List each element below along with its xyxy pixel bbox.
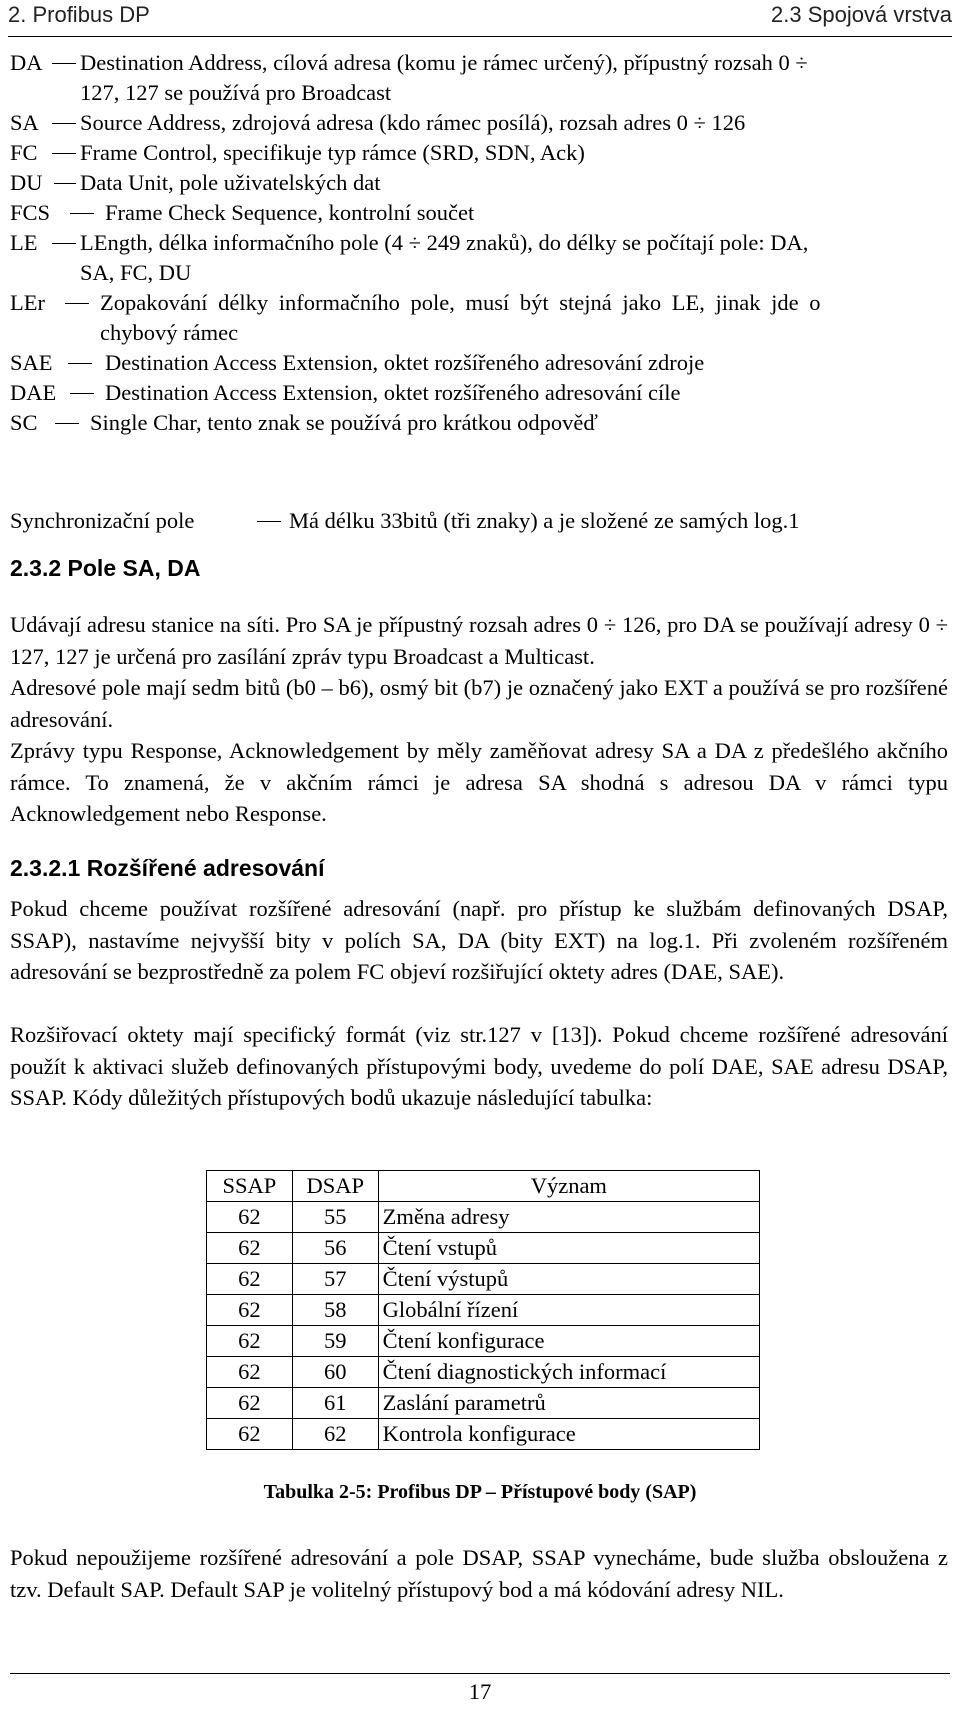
definition-abbr: SC (10, 410, 38, 435)
paragraph: Adresové pole mají sedm bitů (b0 – b6), osmý bit (b7) je označený jako EXT a používá se pro rozšířené adresování. (10, 675, 948, 732)
table-row (207, 1326, 760, 1357)
table-cell: Globální řízení (378, 1295, 759, 1326)
definition-dash (55, 423, 79, 424)
table-cell: 62 (207, 1202, 293, 1233)
table-cell: 62 (207, 1326, 293, 1357)
sap-table (206, 1170, 760, 1450)
definition-dash (52, 123, 76, 124)
definition-text: Frame Control, specifikuje typ rámce (SRD, SDN, Ack) (80, 140, 585, 165)
table-cell: Kontrola konfigurace (378, 1419, 759, 1450)
section-heading-sa-da: 2.3.2 Pole SA, DA (10, 555, 201, 581)
table-row (207, 1357, 760, 1388)
definition-dash (52, 243, 76, 244)
page-header (8, 0, 952, 37)
definition-abbr: SA (10, 110, 39, 135)
sync-label: Synchronizační pole (10, 508, 195, 533)
table-cell: Změna adresy (378, 1202, 759, 1233)
definition-text: Frame Check Sequence, kontrolní součet (105, 200, 475, 225)
chapter-title: 2. Profibus DP (8, 2, 150, 27)
definition-dash (52, 63, 76, 64)
table-cell: Čtení výstupů (378, 1264, 759, 1295)
definition-text: chybový rámec (100, 320, 239, 345)
table-cell: 61 (292, 1388, 378, 1419)
table-cell: 62 (207, 1388, 293, 1419)
table-cell: 56 (292, 1233, 378, 1264)
page-number: 17 (10, 1673, 950, 1714)
table-row (207, 1419, 760, 1450)
table-cell: 60 (292, 1357, 378, 1388)
definition-abbr: DA (10, 50, 43, 75)
table-cell: Čtení diagnostických informací (378, 1357, 759, 1388)
definition-text: Destination Address, cílová adresa (komu je rámec určený), přípustný rozsah 0 ÷ (80, 50, 808, 75)
paragraph: Zprávy typu Response, Acknowledgement by měly zaměňovat adresy SA a DA z předešlého akčního rámce. To znamená, že v akčním rámci je adresa SA shodná s adresou DA v rámci typu Acknowledgement nebo Response. (10, 738, 948, 826)
column-header: SSAP (207, 1171, 293, 1202)
table-cell: 62 (207, 1295, 293, 1326)
section-heading-extended-addressing: 2.3.2.1 Rozšířené adresování (10, 855, 325, 881)
table-cell: Čtení konfigurace (378, 1326, 759, 1357)
definition-abbr: LEr (10, 290, 45, 315)
definition-abbr: FC (10, 140, 38, 165)
definition-dash (70, 393, 94, 394)
definition-text: SA, FC, DU (80, 260, 192, 285)
table-row (207, 1233, 760, 1264)
table-cell: 62 (207, 1419, 293, 1450)
definition-item (10, 228, 950, 288)
definition-dash (68, 363, 92, 364)
definition-abbr: SAE (10, 350, 53, 375)
definition-text: LEngth, délka informačního pole (4 ÷ 249 znaků), do délky se počítají pole: DA, (80, 230, 809, 255)
sync-field-definition (10, 506, 950, 536)
definition-dash (257, 521, 281, 522)
table-cell: Zaslání parametrů (378, 1388, 759, 1419)
definition-dash (54, 183, 76, 184)
definition-item (10, 408, 950, 438)
definition-text: Single Char, tento znak se používá pro krátkou odpověď (90, 410, 598, 435)
section-title: 2.3 Spojová vrstva (771, 2, 952, 27)
paragraph: Pokud chceme používat rozšířené adresování (např. pro přístup ke službám definovaných DSAP, SSAP), nastavíme nejvyšší bity v polích SA, DA (bity EXT) na log.1. Při zvoleném rozšířeném adresování se bezprostředně za polem FC objeví rozšiřující oktety adres (DAE, SAE). (10, 896, 948, 984)
paragraph: Udávají adresu stanice na síti. Pro SA je přípustný rozsah adres 0 ÷ 126, pro DA se používají adresy 0 ÷ 127, 127 je určená pro zasílání zpráv typu Broadcast a Multicast. (10, 612, 948, 669)
paragraph: Rozšiřovací oktety mají specifický formát (viz str.127 v [13]). Pokud chceme rozšířené adresování použít k aktivaci služeb definovaných přístupovými body, uvedeme do polí DAE, SAE adresu DSAP, SSAP. Kódy důležitých přístupových bodů ukazuje následující tabulka: (10, 1022, 948, 1110)
table-cell: 62 (207, 1357, 293, 1388)
definition-text: Zopakování délky informačního pole, musí být stejná jako LE, jinak jde o (100, 290, 821, 315)
definition-dash (65, 303, 89, 304)
definition-item (10, 198, 950, 228)
definition-item (10, 48, 950, 108)
definition-item (10, 138, 950, 168)
definition-item (10, 348, 950, 378)
definition-dash (70, 213, 94, 214)
paragraph: Pokud nepoužijeme rozšířené adresování a pole DSAP, SSAP vynecháme, bude služba obsloužena z tzv. Default SAP. Default SAP je volitelný přístupový bod a má kódování adresy NIL. (10, 1545, 948, 1602)
column-header: DSAP (292, 1171, 378, 1202)
table-cell: 62 (207, 1264, 293, 1295)
definition-text: Source Address, zdrojová adresa (kdo rámec posílá), rozsah adres 0 ÷ 126 (80, 110, 746, 135)
definition-text: Destination Access Extension, oktet rozšířeného adresování cíle (105, 380, 681, 405)
definition-abbr: DAE (10, 380, 57, 405)
definition-item (10, 288, 950, 348)
table-cell: 62 (292, 1419, 378, 1450)
definition-item (10, 108, 950, 138)
definition-text: 127, 127 se používá pro Broadcast (80, 80, 392, 105)
table-row (207, 1264, 760, 1295)
table-cell: 55 (292, 1202, 378, 1233)
definition-dash (52, 153, 76, 154)
definition-text: Data Unit, pole uživatelských dat (80, 170, 381, 195)
table-cell: 62 (207, 1233, 293, 1264)
table-cell: 58 (292, 1295, 378, 1326)
definition-abbr: FCS (10, 200, 51, 225)
table-row (207, 1388, 760, 1419)
sync-text: Má délku 33bitů (tři znaky) a je složené ze samých log.1 (289, 508, 800, 533)
definition-abbr: LE (10, 230, 38, 255)
frame-field-definitions (10, 48, 950, 438)
definition-abbr: DU (10, 170, 43, 195)
table-caption: Tabulka 2-5: Profibus DP – Přístupové body (SAP) (263, 1481, 697, 1503)
table-header-row (207, 1171, 760, 1202)
definition-text: Destination Access Extension, oktet rozšířeného adresování zdroje (105, 350, 705, 375)
table-row (207, 1295, 760, 1326)
column-header: Význam (378, 1171, 759, 1202)
table-cell: 57 (292, 1264, 378, 1295)
definition-item (10, 168, 950, 198)
table-cell: 59 (292, 1326, 378, 1357)
definition-item (10, 378, 950, 408)
table-cell: Čtení vstupů (378, 1233, 759, 1264)
table-row (207, 1202, 760, 1233)
